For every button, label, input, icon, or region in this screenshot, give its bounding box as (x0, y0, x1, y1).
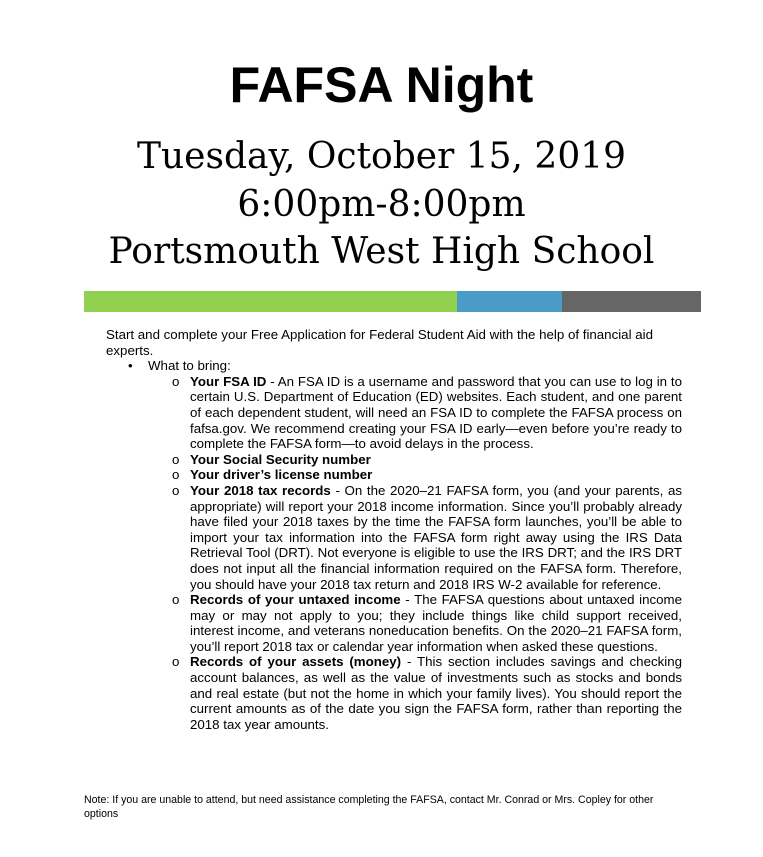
item-description: - An FSA ID is a username and password that you can use to log in to certain U.S. Department of Education (ED) websites. Each student, and one parent of each dependent student, will need an FSA ID to complete the FAFSA process on fafsa.gov. We recommend creating your FSA ID early—even before you’re ready to complete the FAFSA form—to avoid delays in the process. (190, 373, 682, 452)
main-content (106, 327, 682, 732)
circle-bullet-icon: o (172, 592, 180, 608)
footnote: Note: If you are unable to attend, but need assistance completing the FAFSA, contact Mr. Conrad or Mrs. Copley for other options (84, 794, 654, 820)
circle-bullet-icon: o (172, 373, 180, 389)
circle-bullet-icon: o (172, 451, 180, 467)
event-time: 6:00pm-8:00pm (237, 184, 526, 225)
bring-items-list (106, 374, 682, 733)
item-name: Your driver’s license number (190, 467, 373, 483)
event-location: Portsmouth West High School (108, 231, 655, 272)
item-name: Records of your assets (money) (190, 654, 402, 670)
item-name: Records of your untaxed income (190, 592, 401, 608)
item-description: - On the 2020–21 FAFSA form, you (and your parents, as appropriate) will report your 2018 income information. Since you’ll probably already have filed your 2018 taxes by the time the FAFSA form launches, you’ll be able to import your tax information into the FAFSA form right away using the IRS Data Retrieval Tool (DRT). Not everyone is eligible to use the IRS DRT; and the IRS DRT does not input all the financial information required on the FAFSA form. Therefore, you should have your 2018 tax return and 2018 IRS W-2 available for reference. (190, 482, 682, 592)
intro-paragraph: Start and complete your Free Application for Federal Student Aid with the help of financial aid experts. (106, 327, 653, 358)
circle-bullet-icon: o (172, 654, 180, 670)
what-to-bring-label: What to bring: (148, 358, 231, 374)
list-item (106, 483, 682, 592)
event-date: Tuesday, October 15, 2019 (136, 136, 627, 177)
circle-bullet-icon: o (172, 482, 180, 498)
item-name: Your FSA ID (190, 373, 267, 389)
list-item (106, 374, 682, 452)
list-item (106, 452, 682, 468)
color-bar-segment (84, 291, 457, 312)
list-item (106, 467, 682, 483)
list-item (106, 592, 682, 654)
item-name: Your 2018 tax records (190, 482, 331, 498)
item-description: - This section includes savings and checking account balances, as well as the value of investments such as stocks and bonds and real estate (but not the home in which your family lives). You should report the current amounts as of the date you sign the FAFSA form, rather than reporting the 2018 tax year amounts. (190, 654, 683, 732)
item-name: Your Social Security number (190, 451, 371, 467)
page-title: FAFSA Night (229, 57, 534, 113)
color-bar-segment (562, 291, 701, 312)
bullet-icon: • (128, 358, 133, 374)
item-description: - The FAFSA questions about untaxed income may or may not apply to you; they include things like child support received, interest income, and veterans noneducation benefits. On the 2020–21 FAFSA form, you’ll report 2018 tax or calendar year information when asked these questions. (190, 592, 682, 654)
circle-bullet-icon: o (172, 467, 180, 483)
list-item (106, 654, 682, 732)
color-bar-segment (457, 291, 562, 312)
what-to-bring-item (106, 358, 682, 374)
decorative-color-bar (84, 291, 701, 312)
